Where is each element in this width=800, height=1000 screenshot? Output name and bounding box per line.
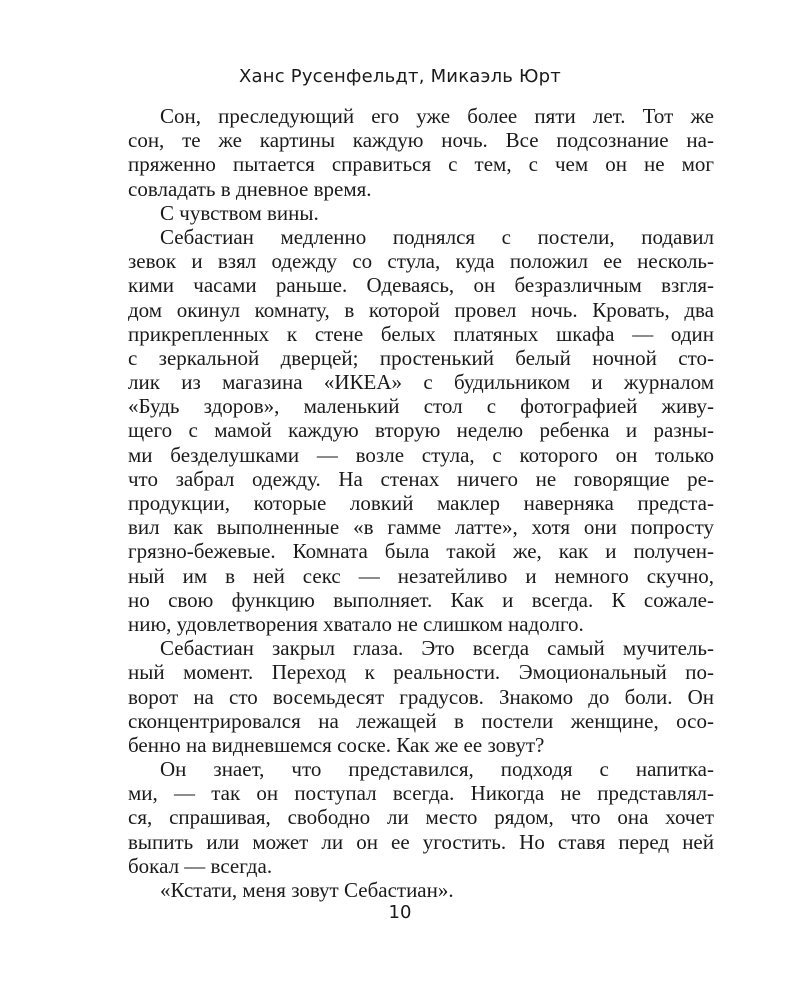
text-line: что забрал одежду. На стенах ничего не говорящие ре- [128,466,714,491]
text-line: грязно-бежевые. Комната была такой же, как и получен- [128,539,714,564]
text-line: выпить или может ли он ее угостить. Но ставя перед ней [128,829,714,854]
text-line: пряженно пытается справиться с тем, с чем он не мог [128,152,714,177]
text-line: дом окинул комнату, в которой провел ночь. Кровать, два [128,297,714,322]
text-line: ный момент. Переход к реальности. Эмоциональный по- [128,660,714,685]
text-line: Себастиан закрыл глаза. Это всегда самый мучитель- [160,636,714,661]
text-line: Он знает, что представился, подходя с напитка- [160,757,714,782]
text-line: ворот на сто восемьдесят градусов. Знакомо до боли. Он [128,684,714,709]
text-line: ный им в ней секс — незатейливо и немного скучно, [128,563,714,588]
text-line: «Кстати, меня зовут Себастиан». [160,878,454,902]
text-line: сконцентрировался на лежащей в постели женщине, осо- [128,708,714,733]
text-line: ми безделушками — возле стула, с которого он только [128,442,714,467]
running-head: Ханс Русенфельдт, Микаэль Юрт [239,66,561,87]
text-line: но свою функцию выполняет. Как и всегда. К сожале- [128,587,714,612]
text-line: зевок и взял одежду со стула, куда положил ее несколь- [128,249,714,274]
text-line: Себастиан медленно поднялся с постели, подавил [160,224,714,249]
text-line: щего с мамой каждую вторую неделю ребенка и разны- [128,418,714,443]
body-text [128,104,714,902]
text-line: кими часами раньше. Одеваясь, он безразличным взгля- [128,273,714,298]
text-line: «Будь здоров», маленький стол с фотографией живу- [128,394,714,419]
text-line: вил как выполненные «в гамме латте», хотя они попросту [128,515,714,540]
text-line: С чувством вины. [160,200,319,225]
text-line: бокал — всегда. [128,853,273,878]
text-line: ми, — так он поступал всегда. Никогда не представлял- [128,781,714,806]
text-line: нию, удовлетворения хватало не слишком надолго. [128,611,584,636]
text-line: с зеркальной дверцей; простенький белый ночной сто- [128,345,714,370]
text-line: ся, спрашивая, свободно ли место рядом, что она хочет [128,805,714,830]
text-line: Сон, преследующий его уже более пяти лет. Тот же [160,104,714,128]
text-line: сон, те же картины каждую ночь. Все подсознание на- [128,128,714,153]
text-line: продукции, которые ловкий маклер наверняка предста- [128,491,714,515]
text-line: бенно на видневшемся соске. Как же ее зовут? [128,732,545,757]
text-line: совладать в дневное время. [128,176,372,201]
text-line: прикрепленных к стене белых платяных шкафа — один [128,321,714,346]
text-line: лик из магазина «ИКЕА» с будильником и журналом [128,370,714,395]
page-number: 10 [388,902,412,923]
